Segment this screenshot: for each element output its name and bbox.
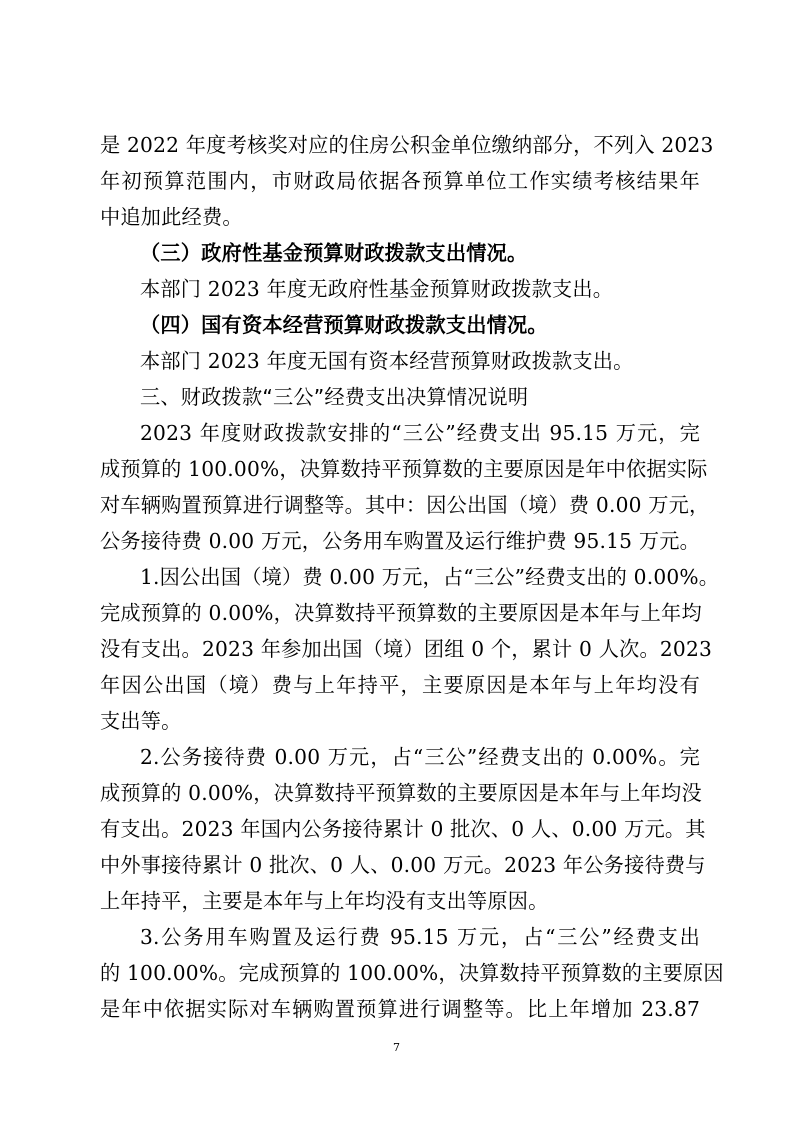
body-text-line: 年初预算范围内，市财政局依据各预算单位工作实绩考核结果年	[100, 169, 700, 193]
body-text-line: 支出等。	[100, 709, 182, 733]
body-text-line: 没有支出。2023 年参加出国（境）团组 0 个，累计 0 人次。2023	[100, 637, 713, 661]
body-text-line: 3.公务用车购置及运行费 95.15 万元，占“三公”经费支出	[140, 925, 700, 949]
body-text-line: 有支出。2023 年国内公务接待累计 0 批次、0 人、0.00 万元。其	[100, 817, 706, 841]
body-text-line: 公务接待费 0.00 万元，公务用车购置及运行维护费 95.15 万元。	[100, 529, 700, 553]
body-text-line: 本部门 2023 年度无国有资本经营预算财政拨款支出。	[140, 349, 634, 373]
body-text-line: 成预算的 0.00%，决算数持平预算数的主要原因是本年与上年均没	[100, 781, 702, 805]
section-heading-3: （三）政府性基金预算财政拨款支出情况。	[140, 241, 528, 265]
body-text-line: 中追加此经费。	[100, 205, 243, 229]
body-text-line: 中外事接待累计 0 批次、0 人、0.00 万元。2023 年公务接待费与	[100, 853, 706, 877]
body-text-line: 2023 年度财政拨款安排的“三公”经费支出 95.15 万元，完	[140, 421, 700, 445]
body-text-line: 本部门 2023 年度无政府性基金预算财政拨款支出。	[140, 277, 614, 301]
body-text-line: 的 100.00%。完成预算的 100.00%，决算数持平预算数的主要原因	[100, 961, 724, 985]
body-text-line: 年因公出国（境）费与上年持平，主要原因是本年与上年均没有	[100, 673, 700, 697]
body-text-line: 完成预算的 0.00%，决算数持平预算数的主要原因是本年与上年均	[100, 601, 702, 625]
body-text-line: 是 2022 年度考核奖对应的住房公积金单位缴纳部分，不列入 2023	[100, 133, 714, 157]
body-text-line: 2.公务接待费 0.00 万元，占“三公”经费支出的 0.00%。完	[140, 745, 700, 769]
section-heading-4: （四）国有资本经营预算财政拨款支出情况。	[140, 313, 548, 337]
body-text-line: 上年持平，主要是本年与上年均没有支出等原因。	[100, 889, 549, 913]
body-text-line: 成预算的 100.00%，决算数持平预算数的主要原因是年中依据实际	[100, 457, 708, 481]
body-text-line: 对车辆购置预算进行调整等。其中：因公出国（境）费 0.00 万元，	[100, 493, 710, 517]
chapter-heading-3: 三、财政拨款“三公”经费支出决算情况说明	[140, 385, 529, 409]
page-number: 7	[393, 1041, 400, 1054]
body-text-line: 1.因公出国（境）费 0.00 万元，占“三公”经费支出的 0.00%。	[140, 565, 720, 589]
body-text-line: 是年中依据实际对车辆购置预算进行调整等。比上年增加 23.87	[100, 997, 700, 1021]
